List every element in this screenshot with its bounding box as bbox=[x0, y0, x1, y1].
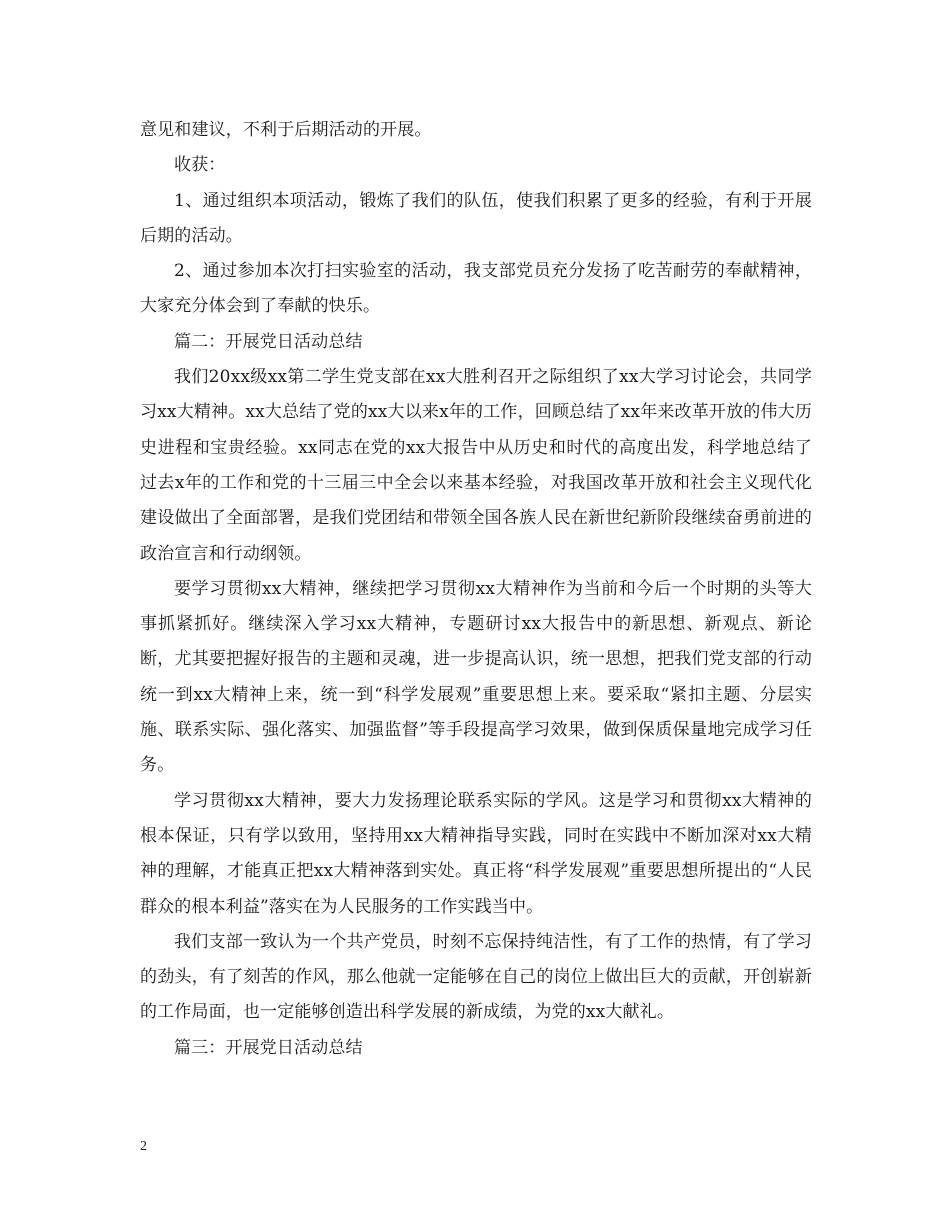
paragraph-harvest-heading: 收获： bbox=[174, 155, 226, 176]
paragraph-study-meeting: 我们20xx级xx第二学生党支部在xx大胜利召开之际组织了xx大学习讨论会，共同学习xx大精神。xx大总结了党的xx大以来x年的工作，回顾总结了xx年来改革开放的伟大历史进程和宝贵经验。xx同志在党的xx大报告中从历史和时代的高度出发，科学地总结了过去x年的工作和党的十三届三中全会以来基本经验，对我国改革开放和社会主义现代化建设做出了全面部署，是我们党团结和带领全国各族人民在新世纪新阶段继续奋勇前进的政治宣言和行动纲领。 bbox=[140, 367, 812, 564]
section-heading-part-three: 篇三：开展党日活动总结 bbox=[174, 1037, 363, 1058]
paragraph-continuation: 意见和建议，不利于后期活动的开展。 bbox=[140, 120, 432, 140]
paragraph-harvest-item-2: 2、通过参加本次打扫实验室的活动，我支部党员充分发扬了吃苦耐劳的奉献精神，大家充分体会到了奉献的快乐。 bbox=[140, 261, 812, 317]
paragraph-harvest-item-1: 1、通过组织本项活动，锻炼了我们的队伍，使我们积累了更多的经验，有利于开展后期的活动。 bbox=[140, 190, 812, 246]
paragraph-study-requirements: 要学习贯彻xx大精神，继续把学习贯彻xx大精神作为当前和今后一个时期的头等大事抓紧抓好。继续深入学习xx大精神，专题研讨xx大报告中的新思想、新观点、新论断，尤其要把握好报告的主题和灵魂，进一步提高认识，统一思想，把我们党支部的行动统一到xx大精神上来，统一到“科学发展观”重要思想上来。要采取“紧扣主题、分层实施、联系实际、强化落实、加强监督”等手段提高学习效果，做到保质保量地完成学习任务。 bbox=[140, 578, 812, 776]
page-number: 2 bbox=[140, 1139, 147, 1154]
section-heading-part-two: 篇二：开展党日活动总结 bbox=[174, 331, 363, 352]
document-body bbox=[140, 113, 812, 1066]
paragraph-branch-consensus: 我们支部一致认为一个共产党员，时刻不忘保持纯洁性，有了工作的热情，有了学习的劲头，有了刻苦的作风，那么他就一定能够在自己的岗位上做出巨大的贡献，开创崭新的工作局面，也一定能够创造出科学发展的新成绩，为党的xx大献礼。 bbox=[140, 931, 812, 1023]
paragraph-study-style: 学习贯彻xx大精神，要大力发扬理论联系实际的学风。这是学习和贯彻xx大精神的根本保证，只有学以致用，坚持用xx大精神指导实践，同时在实践中不断加深对xx大精神的理解，才能真正把xx大精神落到实处。真正将“科学发展观”重要思想所提出的“人民群众的根本利益”落实在为人民服务的工作实践当中。 bbox=[140, 790, 812, 917]
